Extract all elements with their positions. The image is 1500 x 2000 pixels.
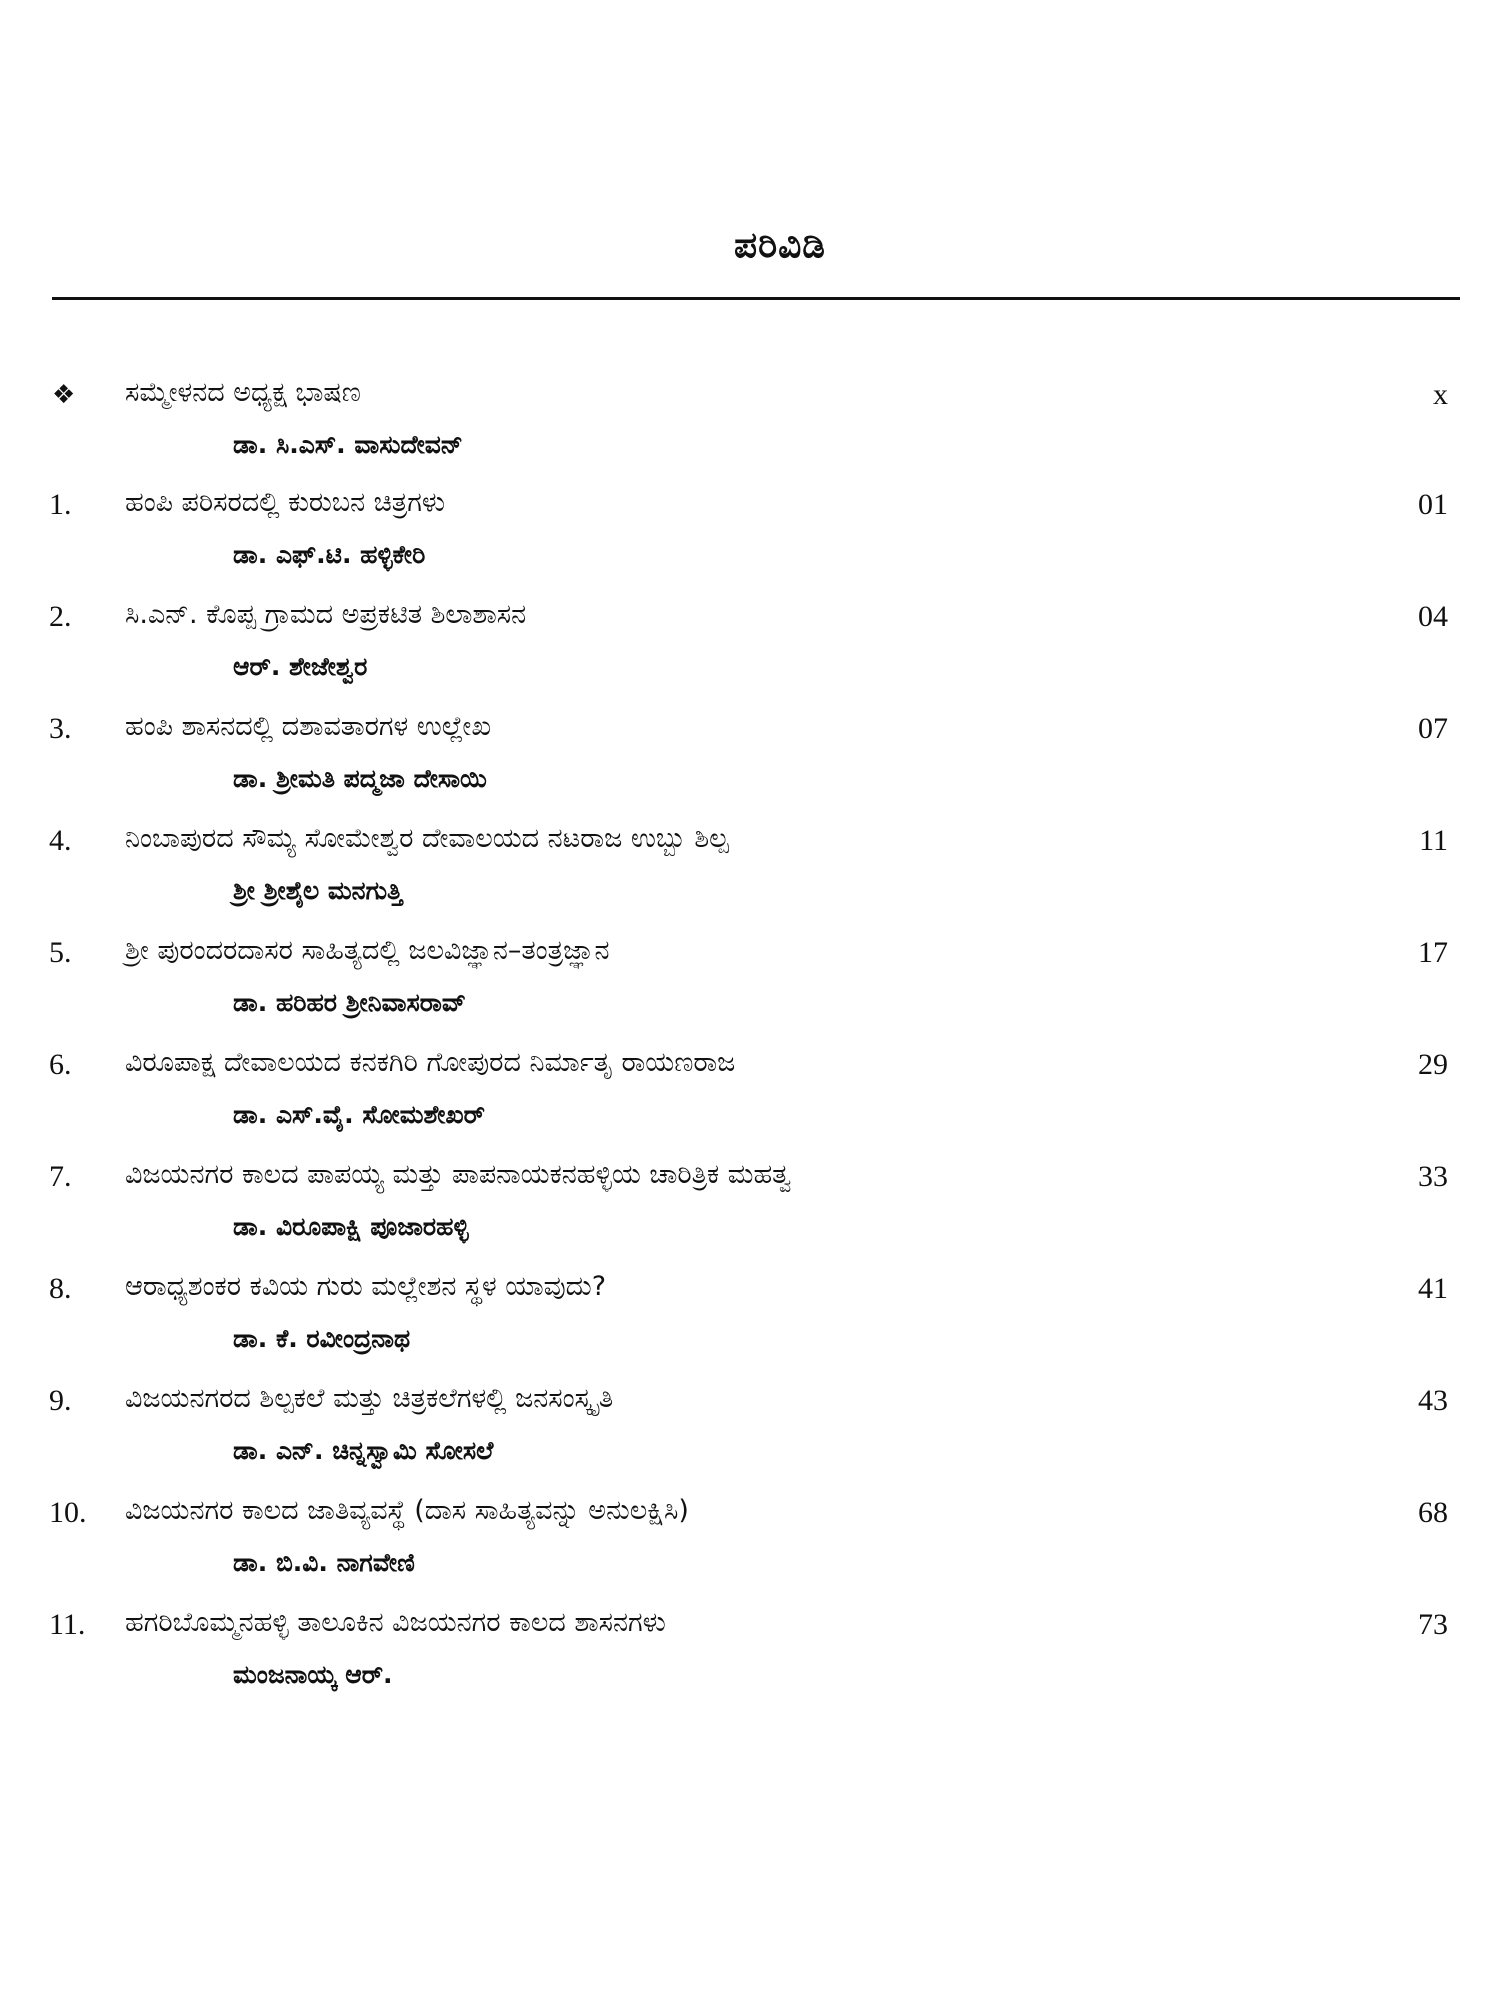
- entry-title: ವಿಜಯನಗರದ ಶಿಲ್ಪಕಲೆ ಮತ್ತು ಚಿತ್ರಕಲೆಗಳಲ್ಲಿ ಜನಸಂಸ್ಕೃತಿ: [125, 1383, 614, 1414]
- entry-author: ಡಾ. ಎಸ್.ವೈ. ಸೋಮಶೇಖರ್: [233, 1100, 485, 1129]
- entry-page-number: 17: [1418, 936, 1448, 969]
- page-title: ಪರಿವಿಡಿ: [734, 225, 826, 266]
- entry-author: ಡಾ. ಕೆ. ರವೀಂದ್ರನಾಥ: [233, 1324, 411, 1353]
- entry-title: ಶ್ರೀ ಪುರಂದರದಾಸರ ಸಾಹಿತ್ಯದಲ್ಲಿ ಜಲವಿಜ್ಞಾನ–ತಂತ್ರಜ್ಞಾನ: [125, 935, 610, 966]
- heading-divider: [52, 297, 1460, 300]
- entry-title: ವಿರೂಪಾಕ್ಷ ದೇವಾಲಯದ ಕನಕಗಿರಿ ಗೋಪುರದ ನಿರ್ಮಾತೃ ರಾಯಣರಾಜ: [125, 1047, 736, 1078]
- entry-number: 2.: [49, 600, 72, 633]
- entry-number: 9.: [49, 1384, 72, 1417]
- toc-entry: [0, 1607, 1500, 1742]
- entry-number: 11.: [49, 1608, 86, 1641]
- entry-page-number: 07: [1418, 712, 1448, 745]
- entry-page-number: 41: [1418, 1272, 1448, 1305]
- entry-author: ಡಾ. ವಿರೂಪಾಕ್ಷಿ ಪೂಜಾರಹಳ್ಳಿ: [233, 1212, 469, 1241]
- entry-title: ಸಮ್ಮೇಳನದ ಅಧ್ಯಕ್ಷ ಭಾಷಣ: [125, 377, 361, 408]
- entry-author: ಡಾ. ಎನ್. ಚಿನ್ನಸ್ವಾಮಿ ಸೋಸಲೆ: [233, 1436, 494, 1465]
- entry-author: ಶ್ರೀ ಶ್ರೀಶೈಲ ಮನಗುತ್ತಿ: [233, 876, 403, 905]
- entry-title: ನಿಂಬಾಪುರದ ಸೌಮ್ಯ ಸೋಮೇಶ್ವರ ದೇವಾಲಯದ ನಟರಾಜ ಉಬ್ಬು ಶಿಲ್ಪ: [125, 823, 729, 854]
- entry-page-number: 73: [1418, 1608, 1448, 1641]
- entry-title: ಆರಾಧ್ಯಶಂಕರ ಕವಿಯ ಗುರು ಮಲ್ಲೇಶನ ಸ್ಥಳ ಯಾವುದು?: [125, 1271, 607, 1302]
- entry-page-number: 43: [1418, 1384, 1448, 1417]
- entry-number: 6.: [49, 1048, 72, 1081]
- entry-number: 10.: [49, 1496, 87, 1529]
- entry-page-number: 68: [1418, 1496, 1448, 1529]
- entry-page-number: x: [1433, 378, 1448, 411]
- entry-title: ಹಂಪಿ ಶಾಸನದಲ್ಲಿ ದಶಾವತಾರಗಳ ಉಲ್ಲೇಖ: [125, 711, 491, 742]
- entry-number: 1.: [49, 488, 72, 521]
- entry-number: 5.: [49, 936, 72, 969]
- entry-title: ವಿಜಯನಗರ ಕಾಲದ ಜಾತಿವ್ಯವಸ್ಥೆ (ದಾಸ ಸಾಹಿತ್ಯವನ್ನು ಅನುಲಕ್ಷಿಸಿ): [125, 1495, 689, 1526]
- entry-page-number: 33: [1418, 1160, 1448, 1193]
- entry-author: ಮಂಜನಾಯ್ಕ ಆರ್.: [233, 1660, 393, 1689]
- entry-bullet: ❖: [52, 380, 76, 410]
- entry-title: ಹಗರಿಬೊಮ್ಮನಹಳ್ಳಿ ತಾಲೂಕಿನ ವಿಜಯನಗರ ಕಾಲದ ಶಾಸನಗಳು: [125, 1607, 666, 1638]
- entry-title: ವಿಜಯನಗರ ಕಾಲದ ಪಾಪಯ್ಯ ಮತ್ತು ಪಾಪನಾಯಕನಹಳ್ಳಿಯ ಚಾರಿತ್ರಿಕ ಮಹತ್ವ: [125, 1159, 792, 1190]
- entry-author: ಡಾ. ಸಿ.ಎಸ್. ವಾಸುದೇವನ್: [233, 430, 463, 459]
- entry-page-number: 04: [1418, 600, 1448, 633]
- entry-author: ಡಾ. ಬಿ.ವಿ. ನಾಗವೇಣಿ: [233, 1548, 415, 1577]
- entry-number: 7.: [49, 1160, 72, 1193]
- entry-page-number: 11: [1419, 824, 1448, 857]
- entry-author: ಡಾ. ಎಫ್.ಟಿ. ಹಳ್ಳಿಕೇರಿ: [233, 540, 426, 569]
- entry-number: 8.: [49, 1272, 72, 1305]
- entry-number: 4.: [49, 824, 72, 857]
- entry-number: 3.: [49, 712, 72, 745]
- entry-title: ಸಿ.ಎನ್. ಕೊಪ್ಪ ಗ್ರಾಮದ ಅಪ್ರಕಟಿತ ಶಿಲಾಶಾಸನ: [125, 599, 527, 630]
- entry-title: ಹಂಪಿ ಪರಿಸರದಲ್ಲಿ ಕುರುಬನ ಚಿತ್ರಗಳು: [125, 487, 446, 518]
- entry-page-number: 01: [1418, 488, 1448, 521]
- entry-page-number: 29: [1418, 1048, 1448, 1081]
- toc-list: [0, 377, 1500, 1742]
- entry-author: ಆರ್. ಶೇಜೇಶ್ವರ: [233, 652, 368, 681]
- entry-author: ಡಾ. ಶ್ರೀಮತಿ ಪದ್ಮಜಾ ದೇಸಾಯಿ: [233, 764, 487, 793]
- entry-author: ಡಾ. ಹರಿಹರ ಶ್ರೀನಿವಾಸರಾವ್: [233, 988, 466, 1017]
